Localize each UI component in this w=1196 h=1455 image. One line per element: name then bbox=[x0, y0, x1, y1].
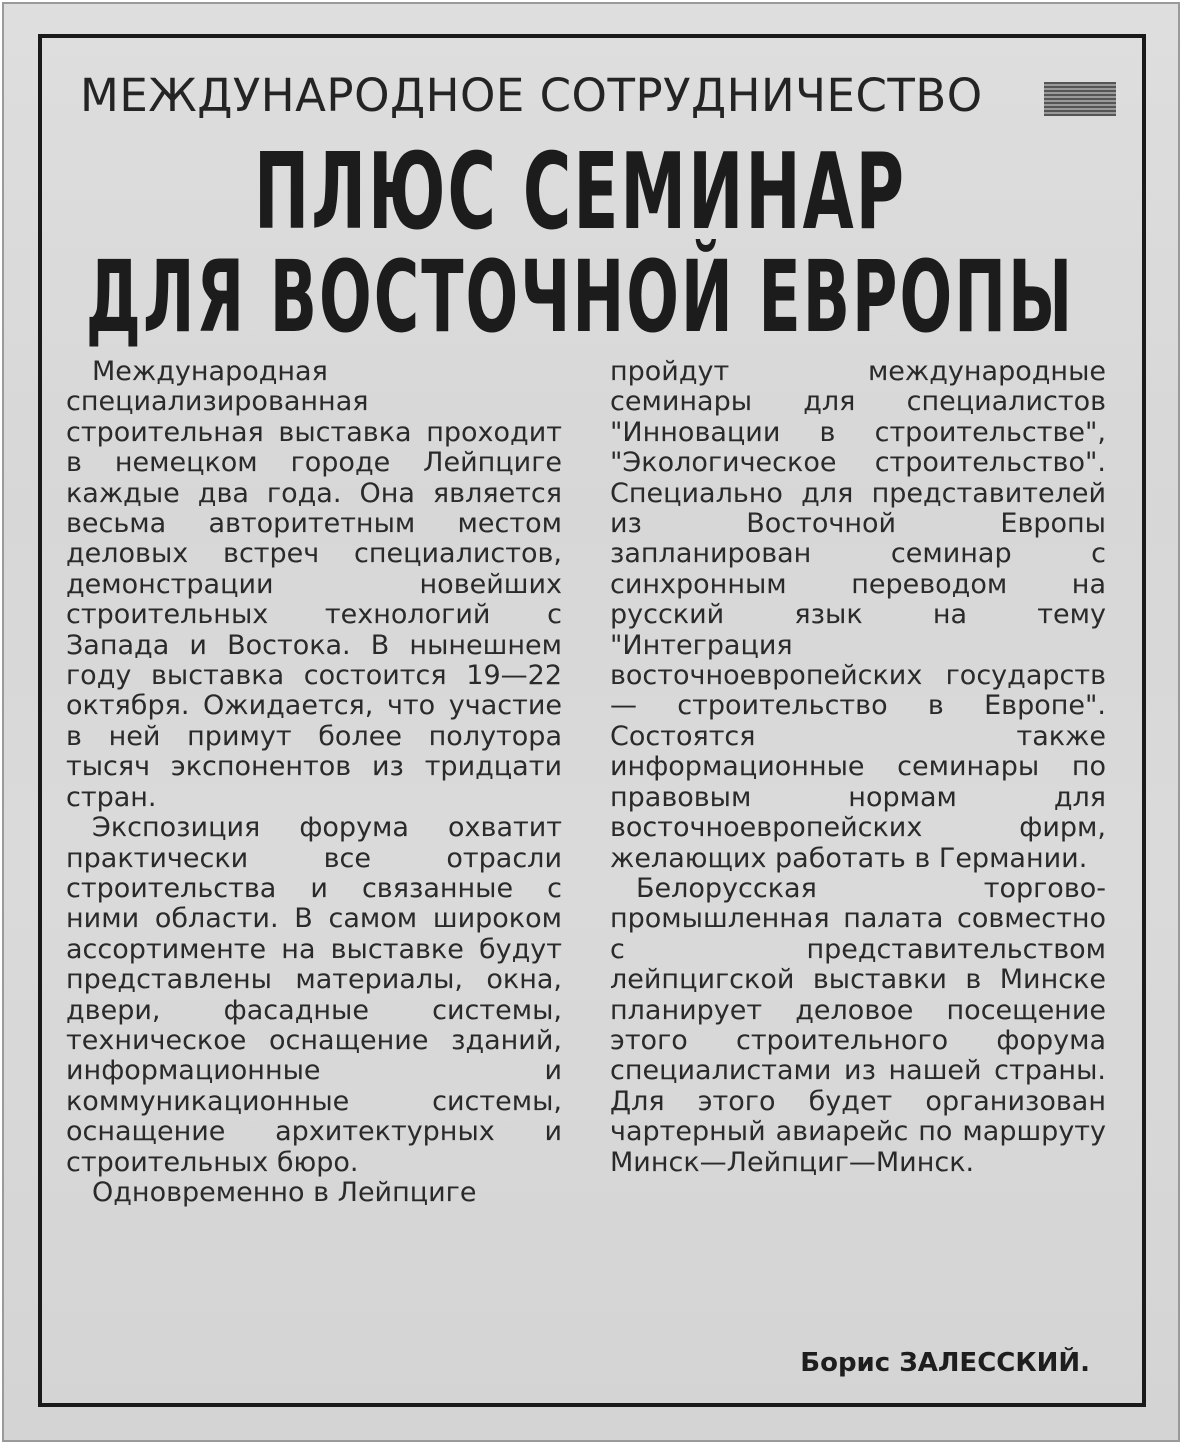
right-paragraph-1: пройдут международные семинары для специалистов "Инновации в строительстве", "Экологическое строительство". Специально для представителей из Восточной Европы запланирован семинар с синхронным переводом на русский язык на тему "Интеграция восточноевропейских государств — строительство в Европе". Состоятся также информационные семинары по правовым нормам для восточноевропейских фирм, желающих работать в Германии. bbox=[610, 356, 1106, 874]
right-paragraph-2: Белорусская торгово-промышленная палата совместно с представительством лейпцигской выставки в Минске планирует деловое посещение этого строительного форума специалистами из нашей страны. Для этого будет организован чартерный авиарейс по маршруту Минск—Лейпциг—Минск. bbox=[610, 872, 1106, 1178]
author-byline: Борис ЗАЛЕССКИЙ. bbox=[800, 1348, 1090, 1378]
rubric-heading: МЕЖДУНАРОДНОЕ СОТРУДНИЧЕСТВО bbox=[80, 69, 983, 122]
left-paragraph-2: Экспозиция форума охватит практически все отрасли строительства и связанные с ними области. В самом широком ассортименте на выставке будут представлены материалы, окна, двери, фасадные системы, техническое оснащение зданий, информационные и коммуникационные системы, оснащение архитектурных и строительных бюро. bbox=[66, 812, 562, 1178]
left-column bbox=[66, 357, 562, 1208]
left-paragraph-1: Международная специализированная строительная выставка проходит в немецком городе Лейпциге каждые два года. Она является весьма авторитетным местом деловых встреч специалистов, демонстрации новейших строительных технологий с Запада и Востока. В нынешнем году выставка состоится 19—22 октября. Ожидается, что участие в ней примут более полутора тысяч экспонентов из тридцати стран. bbox=[66, 356, 562, 813]
left-paragraph-3: Одновременно в Лейпциге bbox=[92, 1176, 477, 1208]
right-column bbox=[610, 357, 1106, 1178]
headline-line-1: ПЛЮС СЕМИНАР bbox=[253, 130, 907, 254]
headline-line-2: ДЛЯ ВОСТОЧНОЙ ЕВРОПЫ bbox=[85, 238, 1075, 356]
rubric-marker-block bbox=[1044, 82, 1116, 116]
